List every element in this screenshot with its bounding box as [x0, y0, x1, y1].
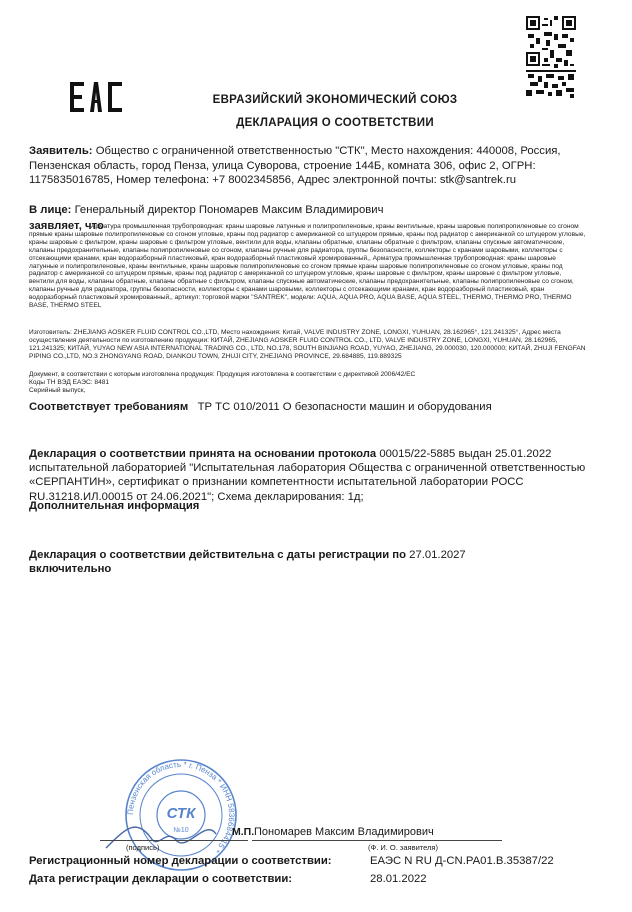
validity-label: Декларация о соответствии действительна с даты регистрации по: [29, 549, 407, 561]
registration-number: ЕАЭС N RU Д-CN.РА01.В.35387/22: [370, 855, 554, 867]
applicant-label: Заявитель:: [29, 145, 93, 157]
hs-codes-line: Коды ТН ВЭД ЕАЭС: 8481: [29, 378, 110, 386]
applicant-block: [29, 144, 589, 188]
manufacturer-text: Изготовитель: ZHEJIANG AOSKER FLUID CONTROL CO.,LTD, Место нахождения: Китай, VALVE INDUSTRY ZONE, LONGXI, YUHUAN, 28.162965°, 121.241325°, Адрес места осуществления деятельности по изготовлению продукции: КИТАЙ, ZHEJIANG AOSKER FLUID CONTROL CO., LTD, VALVE INDUSTRY ZONE, LONGXI, YUHUAN, 28.162965, 121.241325; КИТАЙ, YUYAO NEW ASIA INTERNATIONAL TRADING CO., LTD, NO.178, SOUTH BINJIANG ROAD, YUYAO, ZHEJIANG, 29.000030, 120.000000; КИТАЙ, ZHUJI FENGFAN PIPING CO.,LTD, NO.3 ZHONGYANG ROAD, DIANKOU TOWN, ZHUJI CITY, ZHEJIANG PROVINCE, 29.684885, 119.889325: [29, 329, 586, 360]
person-label: В лице:: [29, 204, 72, 216]
person-block: [29, 204, 589, 216]
registration-date: 28.01.2022: [370, 873, 427, 885]
protocol-block: [29, 447, 589, 504]
signer-name: Пономарев Максим Владимирович: [254, 826, 434, 838]
registration-date-label: Дата регистрации декларации о соответствии:: [29, 873, 293, 885]
name-caption: (Ф. И. О. заявителя): [368, 843, 438, 852]
serial-line: Серийный выпуск,: [29, 386, 86, 394]
conforms-block: [29, 401, 589, 413]
additional-info-heading: Дополнительная информация: [29, 500, 200, 512]
signature-line: [100, 840, 248, 841]
documents-line: Документ, в соответствии с которым изготовлена продукция: Продукция изготовлена в соответствии с директивой 2006/42/EC: [29, 371, 416, 378]
eac-logo: [68, 80, 128, 114]
union-heading: ЕВРАЗИЙСКИЙ ЭКОНОМИЧЕСКИЙ СОЮЗ: [212, 94, 458, 106]
person-text: Генеральный директор Пономарев Максим Владимирович: [74, 204, 384, 216]
name-line: [252, 840, 502, 841]
registration-number-label: Регистрационный номер декларации о соответствии:: [29, 855, 332, 867]
protocol-text: 00015/22-5885 выдан 25.01.2022 испытательной лабораторией "Испытательная лаборатория Общества с ограниченной ответственностью «СЕРПАНТИН», сертификат о признании компетентности испытательной лаборатории РОСС RU.31218.ИЛ.00015 от 24.06.2021"; Схема декларирования: 1д;: [29, 448, 586, 503]
documents-block: [29, 371, 587, 395]
conforms-text: ТР ТС 010/2011 О безопасности машин и оборудования: [197, 401, 492, 413]
validity-block: [29, 548, 589, 576]
declares-label: заявляет, что: [29, 220, 104, 232]
validity-suffix: включительно: [29, 563, 112, 576]
document-title: ДЕКЛАРАЦИЯ О СООТВЕТСТВИИ: [236, 117, 434, 129]
seal-center-text: СТК: [166, 805, 196, 822]
seal-ring-text: Пензенская область * г. Пенза * ИНН 5836684415 *: [125, 759, 237, 855]
signature-caption: (подпись): [126, 843, 160, 852]
conforms-label: Соответствует требованиям: [29, 401, 189, 413]
seal-place-label: М.П.: [232, 826, 255, 838]
seal-number: №10: [173, 827, 189, 834]
validity-date: 27.01.2027: [409, 549, 466, 561]
protocol-label: Декларация о соответствии принята на основании протокола: [29, 448, 377, 460]
applicant-text: Общество с ограниченной ответственностью "СТК", Место нахождения: 440008, Россия, Пензенская область, город Пенза, улица Суворова, строение 144Б, комната 306, офис 2, ОГРН: 1175835016785, Номер телефона: +7 8002345856, Адрес электронной почты: stk@santrek.ru: [29, 145, 561, 187]
qr-code: [526, 16, 576, 98]
products-text: Арматура промышленная трубопроводная: краны шаровые латунные и полипропиленовые, краны вентильные, краны шаровые полипропиленовые со сгоном прямые краны шаровые полипропиленовые со сгоном угловые, краны под радиатор с американкой со штуцером прямые, краны под радиатор с американкой со штуцером угловые, краны шаровые с фильтром, краны шаровые с фильтром угловые, вентили для воды, клапаны обратные, клапаны обратные с фильтром, клапаны спускные автоматические, клапаны предохранительные, клапаны полипропиленовые со сгоном, клапаны ручные для радиатора, группы безопасности, коллекторы с кранами шаровыми, коллекторы с отсекающими кранами, кран водоразборный пластиковый, кран водоразборный пластиковый хромированный,, Арматура промышленная трубопроводная: краны шаровые латунные и полипропиленовые, краны вентильные, краны шаровые полипропиленовые со сгоном прямые краны шаровые полипропиленовые со сгоном угловые, краны под радиатор с американкой со штуцером прямые, краны под радиатор с американкой со штуцером угловые, краны шаровые с фильтром, краны шаровые с фильтром угловые, вентили для воды, клапаны обратные, клапаны обратные с фильтром, клапаны спускные автоматические, клапаны предохранительные, клапаны полипропиленовые со сгоном, клапаны ручные для радиатора, группы безопасности, коллекторы с кранами шаровыми, коллекторы с отсекающими кранами, кран водоразборный пластиковый, кран водоразборный пластиковый хромированный,, артикул: торговой марки "SANTREK", модели: AQUA, AQUA PRO, AQUA BASE, AQUA STEEL, THERMO, THERMO PRO, THERMO BASE, THERMO STEEL: [29, 223, 586, 310]
